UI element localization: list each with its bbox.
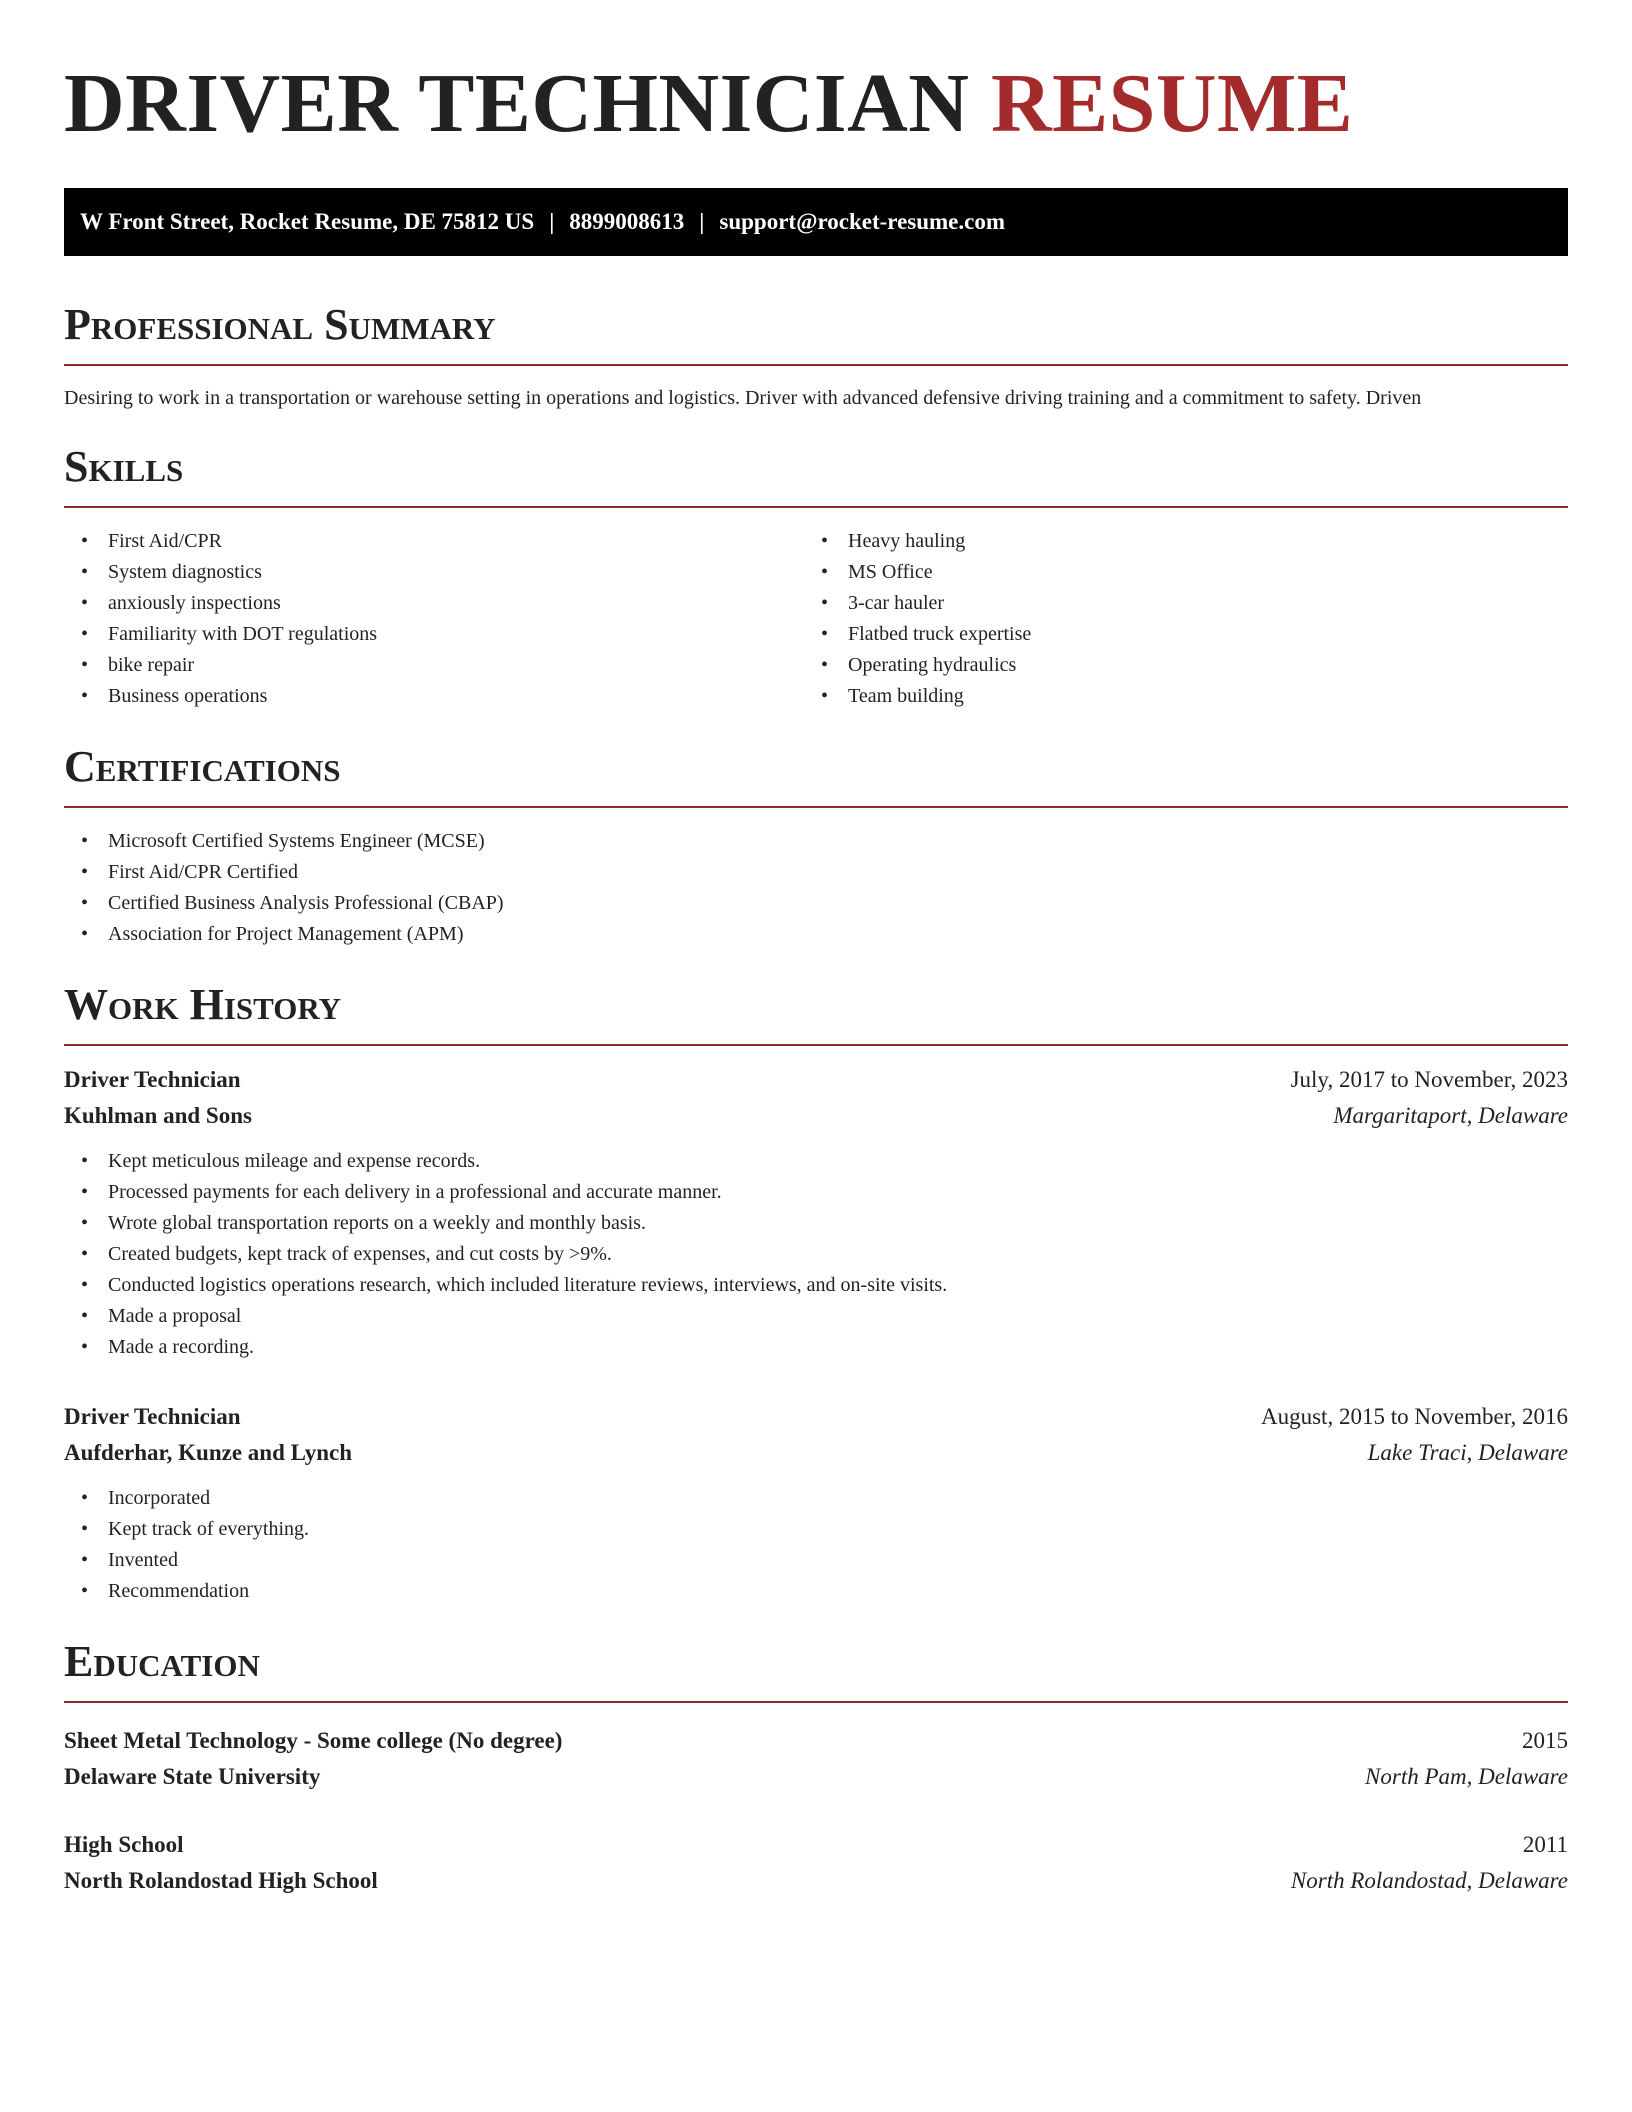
job-title: Driver Technician — [64, 1404, 241, 1429]
certifications-list — [64, 826, 1568, 950]
education-year: 2011 — [1522, 1832, 1568, 1857]
education-degree: Sheet Metal Technology - Some college (No degree) — [64, 1728, 563, 1753]
education-school: North Rolandostad High School — [64, 1868, 378, 1893]
skills-list-left — [64, 526, 804, 712]
summary-section — [64, 300, 1568, 412]
list-item: • Operating hydraulics — [804, 650, 1544, 681]
education-year: 2015 — [1522, 1728, 1568, 1753]
list-item: • System diagnostics — [64, 557, 804, 588]
list-item: • bike repair — [64, 650, 804, 681]
list-item: • 3-car hauler — [804, 588, 1544, 619]
section-heading-education: Education — [64, 1637, 260, 1686]
job-company-row — [64, 1435, 1568, 1471]
education-location: North Pam, Delaware — [1365, 1764, 1568, 1789]
certifications-section — [64, 742, 1568, 950]
list-item: • Conducted logistics operations research, which included literature reviews, interviews, and on-site visits. — [64, 1270, 1568, 1301]
section-heading-skills: Skills — [64, 442, 184, 491]
section-divider — [64, 364, 1568, 366]
list-item: • Wrote global transportation reports on a weekly and monthly basis. — [64, 1208, 1568, 1239]
education-degree: High School — [64, 1832, 184, 1857]
list-item: • Certified Business Analysis Professional (CBAP) — [64, 888, 1568, 919]
job-bullets — [64, 1146, 1568, 1363]
job-bullets — [64, 1483, 1568, 1607]
job-entry — [64, 1062, 1568, 1363]
list-item: • Kept meticulous mileage and expense records. — [64, 1146, 1568, 1177]
job-location: Margaritaport, Delaware — [1333, 1103, 1568, 1128]
work-history-section — [64, 980, 1568, 1607]
education-school-row — [64, 1759, 1568, 1795]
skills-grid — [64, 508, 1568, 712]
contact-separator: | — [699, 209, 705, 234]
education-section — [64, 1637, 1568, 1899]
section-heading-summary: Professional Summary — [64, 300, 496, 349]
list-item: • First Aid/CPR — [64, 526, 804, 557]
list-item: • Team building — [804, 681, 1544, 712]
title-accent: RESUME — [990, 57, 1354, 150]
education-school: Delaware State University — [64, 1764, 321, 1789]
job-location: Lake Traci, Delaware — [1367, 1440, 1568, 1465]
job-company: Aufderhar, Kunze and Lynch — [64, 1440, 352, 1465]
list-item: • Recommendation — [64, 1576, 1568, 1607]
title-main: DRIVER TECHNICIAN — [64, 57, 970, 150]
list-item: • First Aid/CPR Certified — [64, 857, 1568, 888]
education-degree-row — [64, 1827, 1568, 1863]
list-item: • Processed payments for each delivery in a professional and accurate manner. — [64, 1177, 1568, 1208]
contact-email: support@rocket-resume.com — [719, 209, 1006, 234]
education-entry — [64, 1827, 1568, 1899]
list-item: • Association for Project Management (APM) — [64, 919, 1568, 950]
list-item: • Microsoft Certified Systems Engineer (MCSE) — [64, 826, 1568, 857]
list-item: • Kept track of everything. — [64, 1514, 1568, 1545]
section-heading-certifications: Certifications — [64, 742, 341, 791]
list-item: • Created budgets, kept track of expenses, and cut costs by >9%. — [64, 1239, 1568, 1270]
job-title-row — [64, 1399, 1568, 1435]
job-dates: August, 2015 to November, 2016 — [1261, 1404, 1568, 1429]
section-divider — [64, 806, 1568, 808]
job-entry — [64, 1399, 1568, 1607]
job-dates: July, 2017 to November, 2023 — [1290, 1067, 1568, 1092]
contact-bar — [64, 188, 1568, 256]
section-heading-work-history: Work History — [64, 980, 342, 1029]
contact-address: W Front Street, Rocket Resume, DE 75812 US — [80, 209, 535, 234]
skills-section — [64, 442, 1568, 712]
job-company: Kuhlman and Sons — [64, 1103, 252, 1128]
list-item: • Made a proposal — [64, 1301, 1568, 1332]
list-item: • Familiarity with DOT regulations — [64, 619, 804, 650]
list-item: • Heavy hauling — [804, 526, 1544, 557]
section-divider — [64, 1044, 1568, 1046]
list-item: • anxiously inspections — [64, 588, 804, 619]
education-school-row — [64, 1863, 1568, 1899]
list-item: • Incorporated — [64, 1483, 1568, 1514]
section-divider — [64, 1701, 1568, 1703]
resume-title — [64, 57, 1568, 150]
summary-text: Desiring to work in a transportation or warehouse setting in operations and logistics. Driver with advanced defensive driving training and a commitment to safety. Driven — [64, 387, 1422, 409]
list-item: • Invented — [64, 1545, 1568, 1576]
job-title-row — [64, 1062, 1568, 1098]
job-company-row — [64, 1098, 1568, 1134]
education-location: North Rolandostad, Delaware — [1290, 1868, 1568, 1893]
education-degree-row — [64, 1723, 1568, 1759]
list-item: • Flatbed truck expertise — [804, 619, 1544, 650]
contact-phone: 8899008613 — [569, 209, 685, 234]
list-item: • Business operations — [64, 681, 804, 712]
list-item: • MS Office — [804, 557, 1544, 588]
contact-separator: | — [549, 209, 555, 234]
skills-list-right — [804, 526, 1544, 712]
education-entry — [64, 1723, 1568, 1795]
job-title: Driver Technician — [64, 1067, 241, 1092]
list-item: • Made a recording. — [64, 1332, 1568, 1363]
